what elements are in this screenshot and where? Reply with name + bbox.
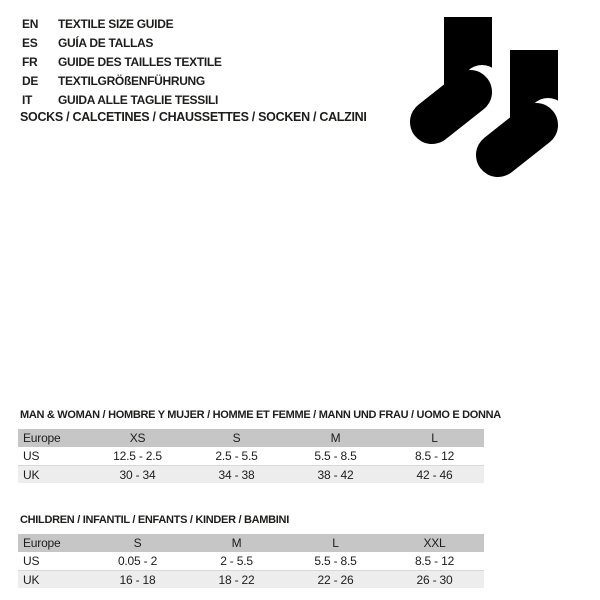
size-cell: 18 - 22 — [218, 572, 255, 587]
language-row-it — [22, 90, 222, 109]
language-label: GUIDA ALLE TAGLIE TESSILI — [58, 92, 219, 107]
language-code: ES — [22, 35, 38, 50]
size-table-children — [18, 513, 484, 588]
column-header: S — [133, 536, 142, 550]
size-cell: 22 - 26 — [317, 572, 354, 587]
language-label: GUÍA DE TALLAS — [58, 35, 154, 50]
size-cell: 30 - 34 — [119, 467, 156, 482]
size-cell: 16 - 18 — [119, 572, 156, 587]
table-title: MAN & WOMAN / HOMBRE Y MUJER / HOMME ET FEMME / MANN UND FRAU / UOMO E DONNA — [20, 409, 501, 421]
table-row-us — [18, 552, 484, 570]
column-header: M — [231, 536, 242, 550]
column-header: S — [232, 431, 241, 445]
size-cell: 8.5 - 12 — [414, 554, 455, 568]
language-row-en — [22, 14, 222, 33]
language-code: EN — [22, 16, 39, 31]
table-header-row — [18, 429, 484, 447]
region-label: US — [23, 554, 40, 568]
region-label: UK — [23, 467, 40, 482]
column-header: Europe — [23, 536, 61, 550]
column-header: L — [332, 536, 339, 550]
language-label: TEXTILE SIZE GUIDE — [58, 16, 174, 31]
size-cell: 5.5 - 8.5 — [314, 554, 357, 568]
size-cell: 2.5 - 5.5 — [215, 449, 258, 463]
size-table-man-woman — [18, 408, 501, 483]
language-label: GUIDE DES TAILLES TEXTILE — [58, 54, 222, 69]
size-cell: 8.5 - 12 — [414, 449, 455, 463]
table-row-uk — [18, 465, 484, 483]
category-title: SOCKS / CALCETINES / CHAUSSETTES / SOCKEN / CALZINI — [20, 110, 367, 124]
table-header-row — [18, 534, 484, 552]
language-code: DE — [22, 73, 39, 88]
column-header: XS — [129, 431, 146, 445]
language-label: TEXTILGRÖßENFÜHRUNG — [58, 73, 205, 88]
size-cell: 26 - 30 — [416, 572, 453, 587]
column-header: XXL — [423, 536, 446, 550]
size-cell: 5.5 - 8.5 — [314, 449, 357, 463]
language-list — [22, 14, 222, 109]
socks-icon — [408, 15, 560, 181]
size-cell: 2 - 5.5 — [220, 554, 253, 568]
region-label: UK — [23, 572, 40, 587]
size-cell: 0.05 - 2 — [117, 554, 158, 568]
table-title: CHILDREN / INFANTIL / ENFANTS / KINDER / BAMBINI — [20, 514, 289, 526]
size-cell: 34 - 38 — [218, 467, 255, 482]
size-cell: 12.5 - 2.5 — [113, 449, 162, 463]
size-cell: 38 - 42 — [317, 467, 354, 482]
size-cell: 42 - 46 — [416, 467, 453, 482]
language-row-fr — [22, 52, 222, 71]
language-row-de — [22, 71, 222, 90]
column-header: M — [330, 431, 341, 445]
language-row-es — [22, 33, 222, 52]
column-header: Europe — [23, 431, 61, 445]
column-header: L — [431, 431, 438, 445]
language-code: IT — [22, 92, 33, 107]
table-row-uk — [18, 570, 484, 588]
region-label: US — [23, 449, 40, 463]
table-row-us — [18, 447, 484, 465]
language-code: FR — [22, 54, 38, 69]
